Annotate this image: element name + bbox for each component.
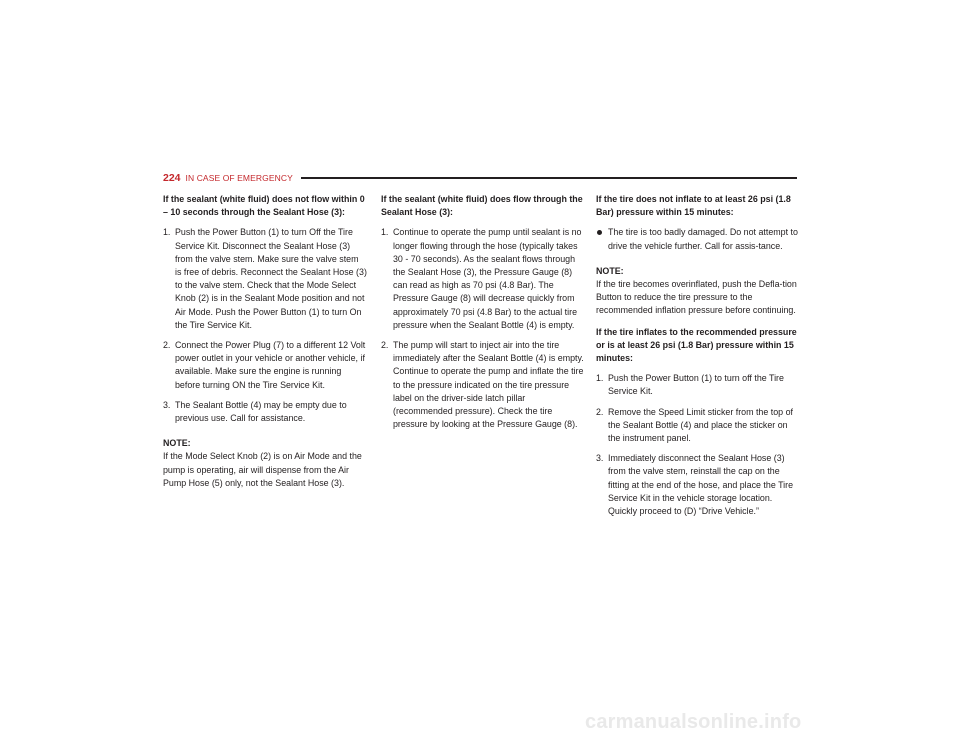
step-number: 2. (163, 340, 171, 351)
steps-inflates (596, 372, 802, 518)
step-number: 1. (596, 373, 604, 384)
list-item (163, 399, 367, 425)
bullet-icon (597, 230, 602, 235)
page-number: 224 (163, 172, 181, 184)
step-text: The Sealant Bottle (4) may be empty due to previous use. Call for assistance. (175, 399, 347, 424)
step-number: 3. (596, 453, 604, 464)
list-item (381, 226, 585, 332)
list-item (163, 339, 367, 392)
step-number: 1. (163, 227, 171, 238)
step-number: 1. (381, 227, 389, 238)
list-item (596, 452, 802, 518)
step-text: Push the Power Button (1) to turn Off the Tire Service Kit. Disconnect the Sealant Hose (3) from the valve stem. Make sure the valve stem is free of debris. Reconnect the Sealant Hose (3) to the valve stem. Check that the Mode Select Knob (2) is in the Sealant Mode position and not Air Mode. Push the Power Button (1) to turn On the Tire Service Kit. (175, 227, 367, 330)
step-text: Remove the Speed Limit sticker from the top of the Sealant Bottle (4) and place the sticker on the instrument panel. (608, 406, 793, 444)
step-number: 2. (596, 406, 604, 417)
heading-does-flow: If the sealant (white fluid) does flow through the Sealant Hose (3): (381, 194, 583, 218)
step-text: The pump will start to inject air into the tire immediately after the Sealant Bottle (4) is empty. Continue to operate the pump and inflate the tire to the pressure indicated on the tire pressure label on the driver-side latch pillar (recommended pressure). Check the tire pressure by looking at the Pressure Gauge (8). (393, 340, 584, 430)
column-right (596, 193, 802, 525)
page-header (163, 171, 797, 185)
step-number: 3. (163, 399, 171, 410)
note-text: If the Mode Select Knob (2) is on Air Mode and the pump is operating, air will dispense from the Air Pump Hose (5) only, not the Sealant Hose (3). (163, 451, 362, 488)
heading-no-flow: If the sealant (white fluid) does not flow within 0 – 10 seconds through the Sealant Hose (3): (163, 194, 365, 218)
list-item (596, 372, 802, 398)
steps-does-flow (381, 226, 585, 431)
note-label: NOTE: (596, 265, 624, 276)
step-text: Immediately disconnect the Sealant Hose (3) from the valve stem, reinstall the cap on the fitting at the end of the hose, and place the Tire Service Kit in the vehicle storage location. Quickly proceed to (D) “Drive Vehicle.” (608, 453, 794, 517)
note-text: If the tire becomes overinflated, push the Defla-tion Button to reduce the tire pressure to the recommended inflation pressure before continuing. (596, 279, 797, 316)
section-title: IN CASE OF EMERGENCY (185, 173, 293, 183)
note-label: NOTE: (163, 438, 191, 449)
steps-no-flow (163, 226, 367, 425)
bullets-not-inflate (596, 226, 802, 252)
header-rule (301, 177, 797, 179)
bullet-text: The tire is too badly damaged. Do not attempt to drive the vehicle further. Call for assis-tance. (608, 227, 798, 251)
column-left (163, 193, 367, 490)
list-item (596, 406, 802, 446)
step-text: Continue to operate the pump until sealant is no longer flowing through the hose (typically takes 30 - 70 seconds). As the sealant flows through the Sealant Hose (3), the Pressure Gauge (8) can read as high as 70 psi (4.8 Bar). The Pressure Gauge (8) will decrease quickly from approximately 70 psi (4.8 Bar) to the actual tire pressure when the Sealant Bottle (4) is empty. (393, 227, 582, 330)
heading-inflates: If the tire inflates to the recommended pressure or is at least 26 psi (1.8 Bar) pressure within 15 minutes: (596, 326, 797, 364)
heading-not-inflate: If the tire does not inflate to at least 26 psi (1.8 Bar) pressure within 15 minutes: (596, 194, 791, 218)
column-middle (381, 193, 585, 438)
step-text: Push the Power Button (1) to turn off the Tire Service Kit. (608, 373, 784, 397)
step-text: Connect the Power Plug (7) to a different 12 Volt power outlet in your vehicle or another vehicle, if available. Make sure the engine is running before turning ON the Tire Service Kit. (175, 340, 366, 390)
list-item (163, 226, 367, 332)
step-number: 2. (381, 340, 389, 351)
list-item (596, 226, 802, 252)
watermark: carmanualsonline.info (585, 711, 802, 733)
list-item (381, 339, 585, 431)
